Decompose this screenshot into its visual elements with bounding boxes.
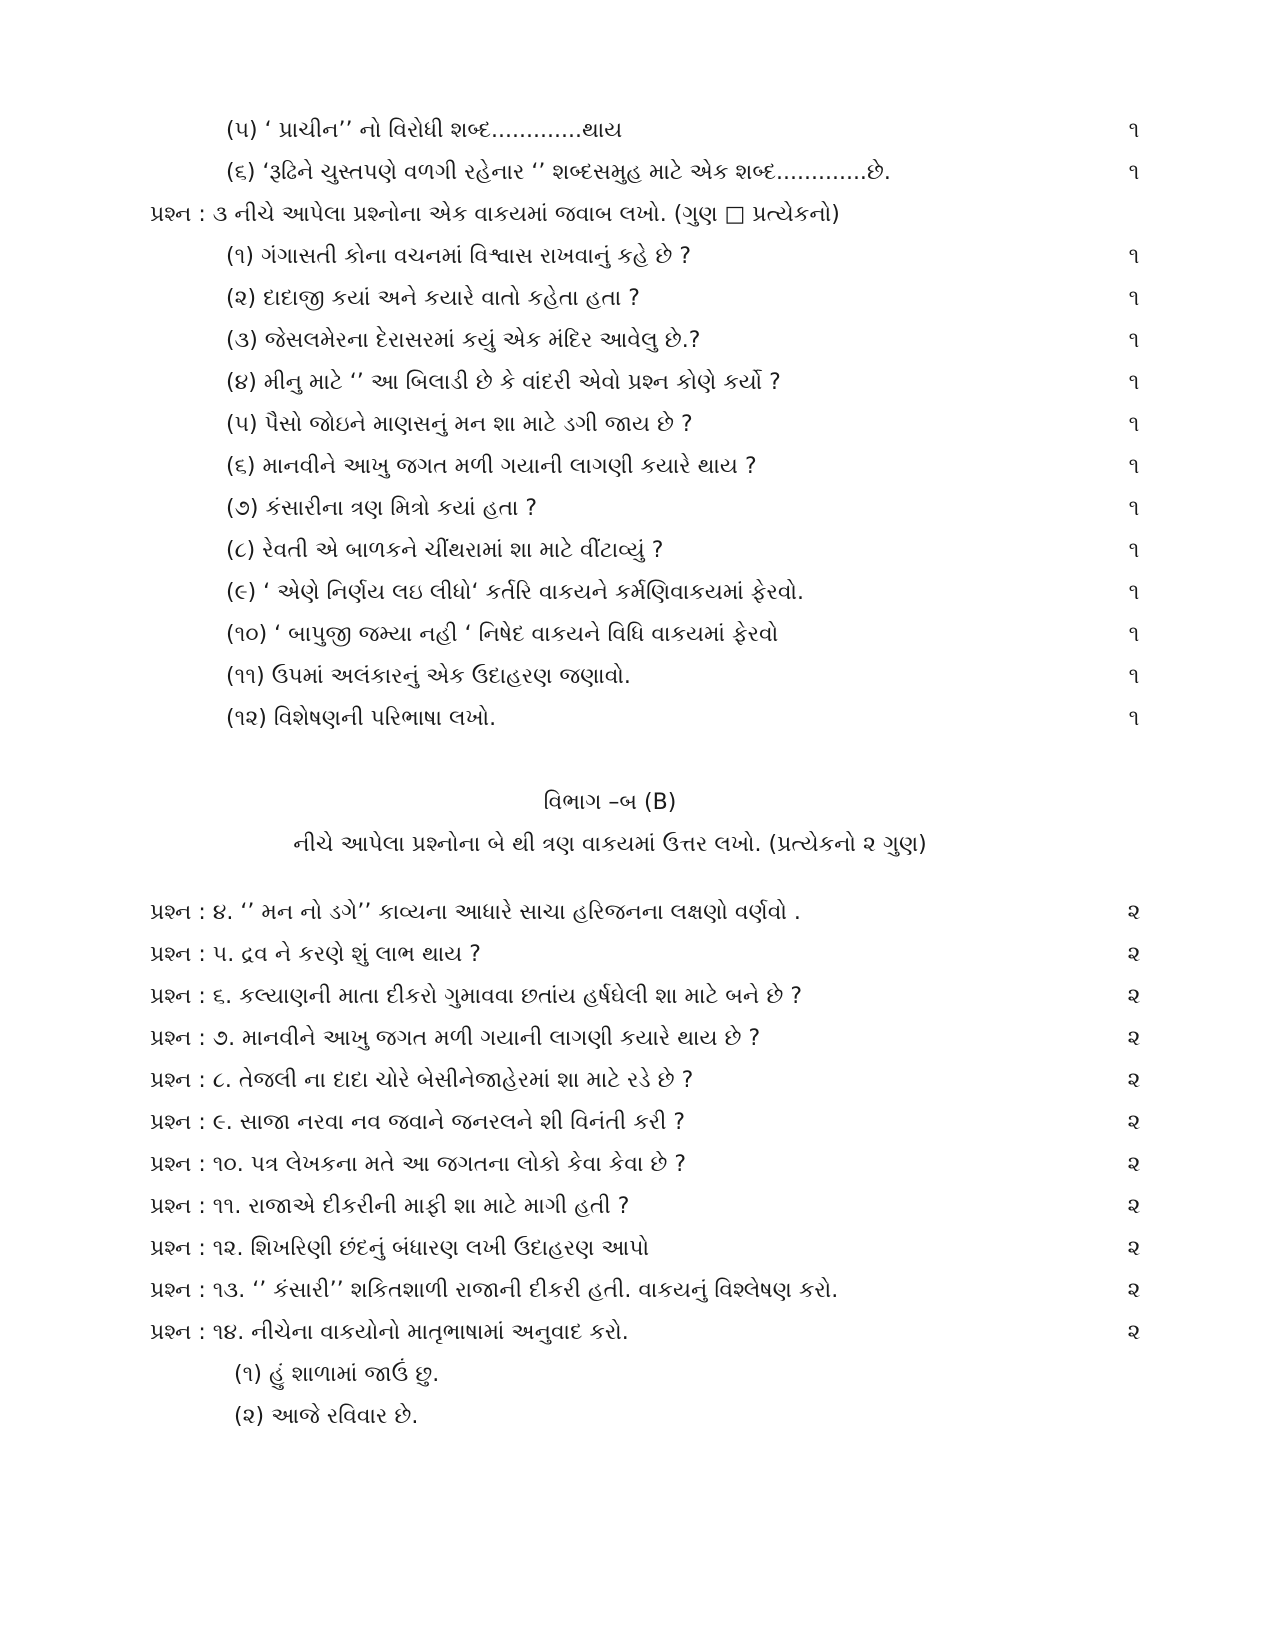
section-b-title: વિભાગ –બ (B) <box>543 790 677 815</box>
q3-item <box>0 533 1275 569</box>
q3-item-text: (૫) પૈસો જોઇને માણસનું મન શા માટે ડગી જાય છે ? <box>226 412 693 437</box>
question-text: પ્રશ્ન : ૧૧. રાજાએ દીકરીની માફી શા માટે માગી હતી ? <box>150 1194 630 1219</box>
q3-item-marks: ૧ <box>1128 244 1140 269</box>
question-marks: ૨ <box>1127 1110 1141 1135</box>
question-text: પ્રશ્ન : ૯. સાજા નરવા નવ જવાને જનરલને શી વિનંતી કરી ? <box>150 1110 686 1135</box>
q3-item-marks: ૧ <box>1128 580 1140 605</box>
q3-item-marks: ૧ <box>1128 538 1140 563</box>
question-text: પ્રશ્ન : ૬. કલ્યાણની માતા દીકરો ગુમાવવા છતાંય હર્ષઘેલી શા માટે બને છે ? <box>150 984 802 1009</box>
section-b-instruction-row <box>0 827 1275 863</box>
section-b-title-row <box>0 785 1275 821</box>
section-b-question <box>0 1189 1275 1225</box>
section-b-instruction: નીચે આપેલા પ્રશ્નોના બે થી ત્રણ વાકયમાં ઉત્તર લખો. (પ્રત્યેકનો ૨ ગુણ) <box>293 832 927 857</box>
section-b-question <box>0 1147 1275 1183</box>
q3-item <box>0 281 1275 317</box>
q3-item-text: (૧૦) ‘ બાપુજી જમ્યા નહી ‘ નિષેદ વાકયને વિધિ વાકયમાં ફેરવો <box>226 622 779 647</box>
q3-item <box>0 491 1275 527</box>
q3-header <box>0 197 1275 233</box>
question-text: પ્રશ્ન : ૭. માનવીને આખુ જગત મળી ગયાની લાગણી કયારે થાય છે ? <box>150 1026 761 1051</box>
question-marks: ૨ <box>1127 984 1141 1009</box>
question-marks: ૨ <box>1127 1236 1141 1261</box>
section-b-question <box>0 937 1275 973</box>
q3-item <box>0 323 1275 359</box>
question-marks: ૨ <box>1127 1026 1141 1051</box>
question-text: પ્રશ્ન : ૧૪. નીચેના વાકયોનો માતૃભાષામાં અનુવાદ કરો. <box>150 1320 629 1345</box>
section-b-question <box>0 979 1275 1015</box>
question-text: પ્રશ્ન : ૫. દ્રવ ને કરણે શું લાભ થાય ? <box>150 942 481 967</box>
section-b-question <box>0 1231 1275 1267</box>
q14-sub-item <box>0 1399 1275 1435</box>
q2-item-marks: ૧ <box>1128 160 1140 185</box>
question-marks: ૨ <box>1127 942 1141 967</box>
q3-item <box>0 407 1275 443</box>
q3-item-marks: ૧ <box>1128 706 1140 731</box>
q2-item-text: (૫) ‘ પ્રાચીન’’ નો વિરોધી શબ્દ.............થાય <box>226 118 623 143</box>
q3-item-text: (૩) જેસલમેરના દેરાસરમાં કયું એક મંદિર આવેલુ છે.? <box>226 328 701 353</box>
question-marks: ૨ <box>1127 1194 1141 1219</box>
q3-item-text: (૧૨) વિશેષણની પરિભાષા લખો. <box>226 706 497 731</box>
q14-sub-text: (૨) આજે રવિવાર છે. <box>234 1404 419 1429</box>
q3-item-marks: ૧ <box>1128 664 1140 689</box>
q3-item-text: (૨) દાદાજી કયાં અને કયારે વાતો કહેતા હતા ? <box>226 286 640 311</box>
question-text: પ્રશ્ન : ૪. ‘’ મન નો ડગે’’ કાવ્યના આધારે સાચા હરિજનના લક્ષણો વર્ણવો . <box>150 900 801 925</box>
question-marks: ૨ <box>1127 900 1141 925</box>
question-marks: ૨ <box>1127 1152 1141 1177</box>
q3-item <box>0 575 1275 611</box>
q3-item-text: (૯) ‘ એણે નિર્ણય લઇ લીધો‘ કર્તરિ વાકયને કર્મણિવાકયમાં ફેરવો. <box>226 580 805 605</box>
question-text: પ્રશ્ન : ૧૩. ‘’ કંસારી’’ શકિતશાળી રાજાની દીકરી હતી. વાકયનું વિશ્લેષણ કરો. <box>150 1278 839 1303</box>
section-b-question <box>0 1105 1275 1141</box>
q2-item-text: (૬) ‘રૂઢિને ચુસ્તપણે વળગી રહેનાર ‘’ શબ્દસમુહ માટે એક શબ્દ.............છે. <box>226 160 891 185</box>
q3-item <box>0 617 1275 653</box>
q3-item-text: (૪) મીનુ માટે ‘’ આ બિલાડી છે કે વાંદરી એવો પ્રશ્ન કોણે કર્યો ? <box>226 370 781 395</box>
q3-header-text: પ્રશ્ન : ૩ નીચે આપેલા પ્રશ્નોના એક વાકયમાં જવાબ લખો. (ગુણ □ પ્રત્યેકનો) <box>150 202 840 227</box>
q3-item-marks: ૧ <box>1128 454 1140 479</box>
q3-item-marks: ૧ <box>1128 286 1140 311</box>
section-b-question <box>0 1063 1275 1099</box>
q3-item-marks: ૧ <box>1128 328 1140 353</box>
q2-item-marks: ૧ <box>1128 118 1140 143</box>
q3-item-text: (૧૧) ઉપમાં અલંકારનું એક ઉદાહરણ જણાવો. <box>226 664 631 689</box>
q2-item-6 <box>0 155 1275 191</box>
q3-item <box>0 701 1275 737</box>
q3-item-marks: ૧ <box>1128 412 1140 437</box>
q3-item-text: (૧) ગંગાસતી કોના વચનમાં વિશ્વાસ રાખવાનું કહે છે ? <box>226 244 692 269</box>
q3-item-text: (૭) કંસારીના ત્રણ મિત્રો કયાં હતા ? <box>226 496 538 521</box>
question-text: પ્રશ્ન : ૮. તેજલી ના દાદા ચોરે બેસીનેજાહેરમાં શા માટે રડે છે ? <box>150 1068 694 1093</box>
q3-item <box>0 659 1275 695</box>
q14-sub-item <box>0 1357 1275 1393</box>
q3-item-text: (૬) માનવીને આખુ જગત મળી ગયાની લાગણી કયારે થાય ? <box>226 454 757 479</box>
question-marks: ૨ <box>1127 1068 1141 1093</box>
q3-item-text: (૮) રેવતી એ બાળકને ચીંથરામાં શા માટે વીંટાવ્યું ? <box>226 538 664 563</box>
section-b-question <box>0 895 1275 931</box>
question-marks: ૨ <box>1127 1278 1141 1303</box>
q14-sub-text: (૧) હું શાળામાં જાઉં છુ. <box>234 1362 440 1387</box>
q3-item-marks: ૧ <box>1128 370 1140 395</box>
section-b-question <box>0 1021 1275 1057</box>
q3-item <box>0 449 1275 485</box>
q3-item <box>0 239 1275 275</box>
q2-item-5 <box>0 113 1275 149</box>
question-text: પ્રશ્ન : ૧૦. પત્ર લેખકના મતે આ જગતના લોકો કેવા કેવા છે ? <box>150 1152 687 1177</box>
q3-item <box>0 365 1275 401</box>
question-text: પ્રશ્ન : ૧૨. શિખરિણી છંદનું બંધારણ લખી ઉદાહરણ આપો <box>150 1236 650 1261</box>
q3-item-marks: ૧ <box>1128 622 1140 647</box>
question-marks: ૨ <box>1127 1320 1141 1345</box>
section-b-question <box>0 1315 1275 1351</box>
q3-item-marks: ૧ <box>1128 496 1140 521</box>
section-b-question <box>0 1273 1275 1309</box>
